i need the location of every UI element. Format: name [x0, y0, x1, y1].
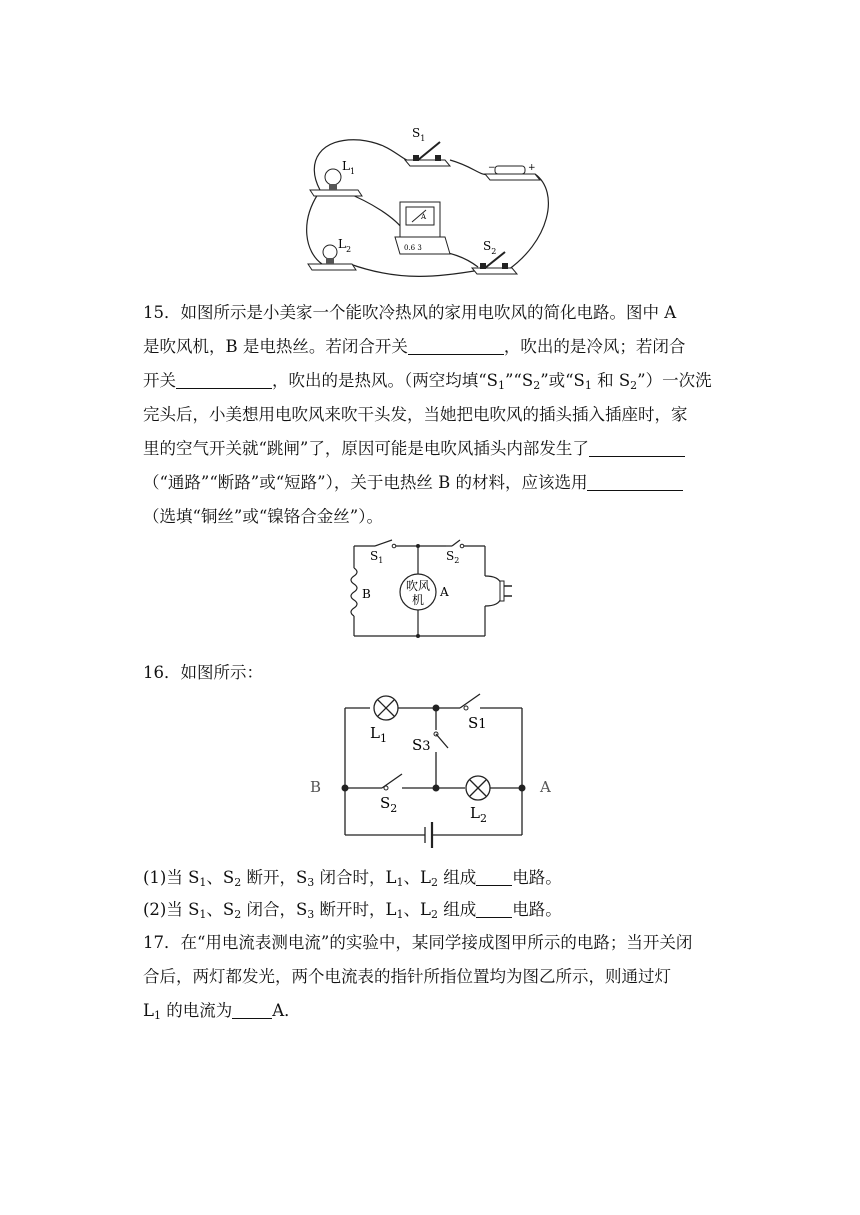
q15-line4: 完头后，小美想用电吹风来吹干头发，当她把电吹风的插头插入插座时，家 [143, 405, 688, 424]
question-15 [143, 296, 723, 534]
fig3-a-label: A [540, 778, 551, 796]
q17-line3: $L_1$ 的电流为 A． [143, 1001, 301, 1022]
q15-line3: 开关 ，吹出的是热风。（两空均填“$S_1”“S_2$”或“$S_1$ 和 $S_2$”）一次洗 [143, 371, 712, 392]
l1-label: $L_1$ [342, 159, 356, 176]
fig2-b-label: B [362, 587, 371, 601]
q15-blank-2[interactable] [176, 370, 272, 389]
q16-item-1: (1)当 $S_1$、$S_2$ 断开，$S_3$ 闭合时，$L_1$、$L_2$ 组成 电路。 [143, 868, 562, 889]
fig2-s2-label: $S_2$ [446, 549, 460, 565]
q16-blank-1[interactable] [476, 867, 512, 886]
svg-text:−: − [488, 163, 496, 173]
q17-blank-1[interactable] [232, 1000, 272, 1019]
figure-lamp-circuit [300, 690, 560, 850]
q17-line2: 合后，两灯都发光，两个电流表的指针所指位置均为图乙所示，则通过灯 [143, 967, 671, 986]
fig3-l2-label: $L_2$ [470, 804, 487, 825]
question-16-title: 16．如图所示： [143, 663, 263, 682]
svg-text:0.6 3: 0.6 3 [404, 244, 422, 252]
q15-blank-3[interactable] [589, 438, 685, 457]
fig2-a-label: A [440, 585, 449, 599]
figure-hairdryer-circuit [340, 536, 520, 646]
figure-physical-circuit [300, 122, 560, 287]
svg-text:A: A [421, 213, 427, 221]
fig3-l1-label: $L_1$ [370, 724, 387, 745]
question-17 [143, 926, 723, 1028]
q15-blank-1[interactable] [408, 336, 504, 355]
fig3-s2-label: $S_2$ [380, 794, 398, 815]
q16-blank-2[interactable] [476, 899, 512, 918]
q15-line1: 15．如图所示是小美家一个能吹冷热风的家用电吹风的简化电路。图中 A [143, 303, 677, 322]
q15-line7: （选填“铜丝”或“镍铬合金丝”）。 [143, 507, 383, 526]
motor-text-1: 吹风 [405, 579, 431, 593]
svg-text:+: + [528, 163, 536, 173]
fig3-s3-label: S3 [412, 736, 431, 754]
q16-item-2: (2)当 $S_1$、$S_2$ 闭合，$S_3$ 断开时，$L_1$、$L_2$ 组成 电路。 [143, 900, 562, 921]
question-16-items [143, 862, 723, 926]
q15-blank-4[interactable] [587, 472, 683, 491]
l2-label: $L_2$ [338, 237, 352, 254]
q15-line5: 里的空气开关就“跳闸”了，原因可能是电吹风插头内部发生了 [143, 432, 723, 466]
fig2-s1-label: $S_1$ [370, 549, 384, 565]
fig3-b-label: B [310, 778, 322, 796]
motor-text-2: 机 [411, 593, 425, 607]
fig3-s1-label: S1 [468, 714, 487, 732]
s1-label: $S_1$ [412, 126, 426, 143]
q15-line2: 是吹风机，B 是电热丝。若闭合开关 ，吹出的是冷风；若闭合 [143, 337, 686, 356]
q17-line1: 17．在“用电流表测电流”的实验中，某同学接成图甲所示的电路；当开关闭 [143, 933, 693, 952]
s2-label: $S_2$ [483, 239, 497, 256]
q15-line6: （“通路”“断路”或“短路”），关于电热丝 B 的材料，应该选用 [143, 466, 723, 500]
